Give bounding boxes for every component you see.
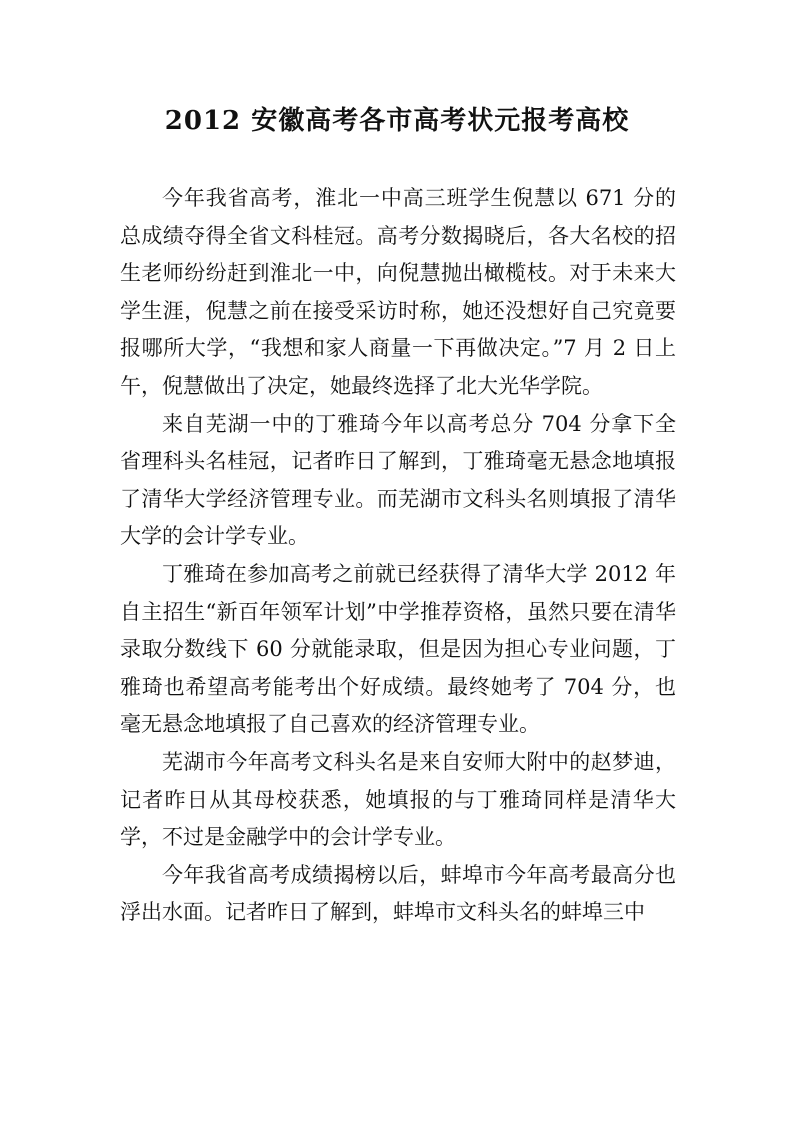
document-title: 2012 安徽高考各市高考状元报考高校 xyxy=(164,106,630,136)
paragraph-2: 来自芜湖一中的丁雅琦今年以高考总分 704 分拿下全省理科头名桂冠，记者昨日了解到，丁雅琦毫无悬念地填报了清华大学经济管理专业。而芜湖市文科头名则填报了清华大学的会计学专业。 xyxy=(120,411,676,549)
paragraph-3: 丁雅琦在参加高考之前就已经获得了清华大学 2012 年自主招生“新百年领军计划”中学推荐资格，虽然只要在清华录取分数线下 60 分就能录取，但是因为担心专业问题，丁雅琦也希望高考能考出个好成绩。最终她考了 704 分，也毫无悬念地填报了自己喜欢的经济管理专业。 xyxy=(120,561,676,737)
paragraph-4: 芜湖市今年高考文科头名是来自安师大附中的赵梦迪，记者昨日从其母校获悉，她填报的与丁雅琦同样是清华大学，不过是金融学中的会计学专业。 xyxy=(120,749,676,850)
paragraph-5: 今年我省高考成绩揭榜以后，蚌埠市今年高考最高分也浮出水面。记者昨日了解到，蚌埠市文科头名的蚌埠三中 xyxy=(120,862,676,925)
paragraph-1: 今年我省高考，淮北一中高三班学生倪慧以 671 分的总成绩夺得全省文科桂冠。高考分数揭晓后，各大名校的招生老师纷纷赶到淮北一中，向倪慧抛出橄榄枝。对于未来大学生涯，倪慧之前在接受采访时称，她还没想好自己究竟要报哪所大学，“我想和家人商量一下再做决定。”7 月 2 日上午，倪慧做出了决定，她最终选择了北大光华学院。 xyxy=(120,186,676,398)
document-body xyxy=(120,180,676,932)
